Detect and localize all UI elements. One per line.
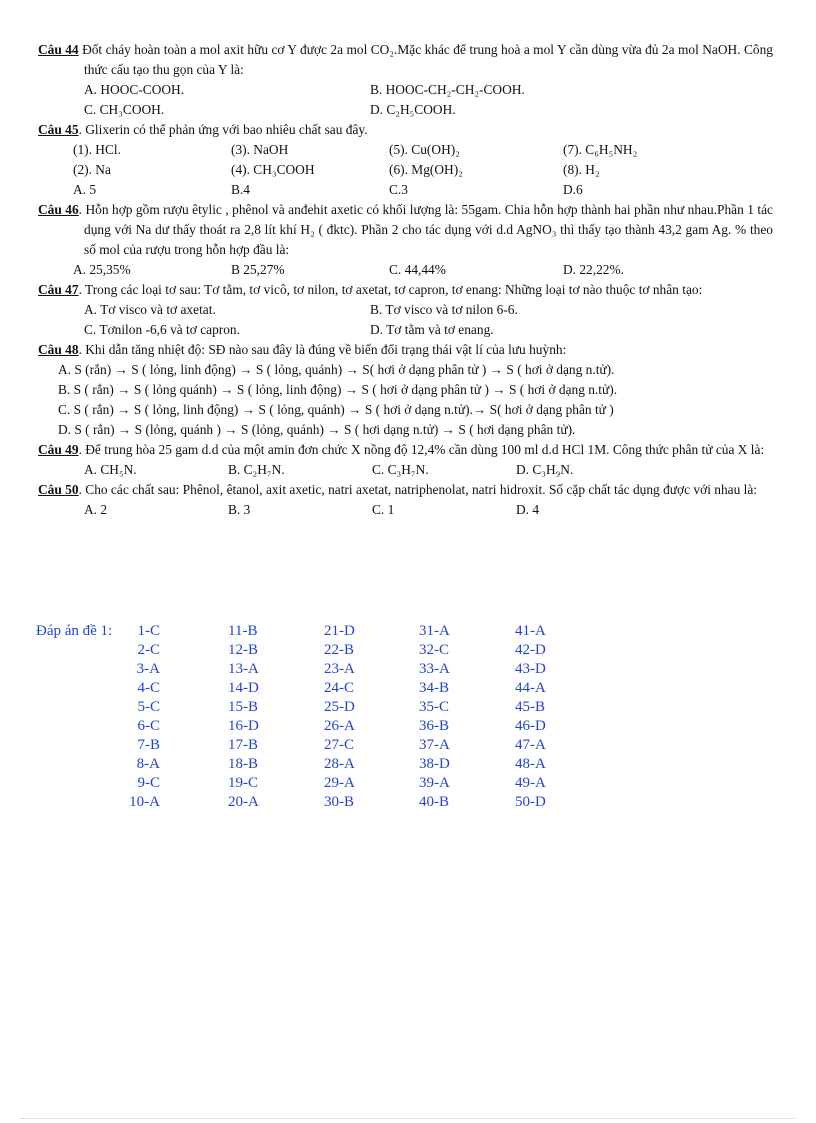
answer-entry: 14-D bbox=[228, 680, 259, 696]
question-text: . Glixerin có thể phản ứng với bao nhiêu chất sau đây. bbox=[78, 122, 368, 137]
answer-entry: 49-A bbox=[515, 775, 546, 791]
question-49 bbox=[38, 440, 773, 460]
options-row bbox=[38, 100, 773, 120]
answer-entry: 10-A bbox=[129, 794, 160, 810]
options-row bbox=[38, 260, 773, 280]
answer-entry: 43-D bbox=[515, 661, 546, 677]
answer-entry: 4-C bbox=[137, 680, 160, 696]
option-a: A. Tơ visco và tơ axetat. bbox=[84, 302, 216, 317]
question-text: . Khi dẫn tăng nhiệt độ: SĐ nào sau đây là đúng về biến đổi trạng thái vật lí của lưu huỳnh: bbox=[78, 342, 567, 357]
answer-entry: 16-D bbox=[228, 718, 259, 734]
option-d: D. Tơ tằm và tơ enang. bbox=[370, 322, 494, 337]
answer-entry: 32-C bbox=[419, 642, 449, 658]
option-c: C.3 bbox=[389, 182, 408, 197]
answer-entry: 46-D bbox=[515, 718, 546, 734]
substance-item: (3). NaOH bbox=[231, 142, 289, 157]
option-b: B 25,27% bbox=[231, 262, 285, 277]
answer-entry: 13-A bbox=[228, 661, 259, 677]
answer-entry: 6-C bbox=[137, 718, 160, 734]
question-number: Câu 49 bbox=[38, 442, 79, 457]
question-text: . Để trung hòa 25 gam d.d của một amin đơn chức X nồng độ 12,4% cần dùng 100 ml d.d HCl 1M. Công thức phân tử của X là: bbox=[78, 442, 765, 457]
option-a: A. CH₅N. bbox=[84, 462, 137, 477]
option-c: C. 1 bbox=[372, 502, 395, 517]
option-b: B. 3 bbox=[228, 502, 251, 517]
answer-entry: 18-B bbox=[228, 756, 258, 772]
option-c: C. CH₃COOH. bbox=[84, 102, 165, 117]
options-row bbox=[38, 80, 773, 100]
answer-entry: 15-B bbox=[228, 699, 258, 715]
question-number: Câu 50 bbox=[38, 482, 79, 497]
answer-column bbox=[324, 622, 355, 812]
answer-entry: 33-A bbox=[419, 661, 450, 677]
answer-entry: 39-A bbox=[419, 775, 450, 791]
answer-entry: 9-C bbox=[137, 775, 160, 791]
question-number: Câu 46 bbox=[38, 202, 79, 217]
question-50 bbox=[38, 480, 773, 500]
option-d: D. C₂H₅COOH. bbox=[370, 102, 456, 117]
answer-entry: 28-A bbox=[324, 756, 355, 772]
option-a: A. 2 bbox=[84, 502, 108, 517]
option-b: B. Tơ visco và tơ nilon 6-6. bbox=[370, 302, 518, 317]
answer-key-label: Đáp án đề 1: bbox=[36, 623, 113, 639]
answer-entry: 42-D bbox=[515, 642, 546, 658]
answer-column bbox=[124, 622, 160, 812]
substance-item: (8). H₂ bbox=[563, 162, 600, 177]
question-47 bbox=[38, 280, 773, 300]
question-text: Đốt cháy hoàn toàn a mol axit hữu cơ Y được 2a mol CO₂.Mặc khác để trung hoà a mol Y cần dùng vừa đủ 2a mol NaOH. Công thức cấu tạo thu gọn của Y là: bbox=[78, 42, 773, 77]
answer-entry: 34-B bbox=[419, 680, 449, 696]
substance-item: (6). Mg(OH)₂ bbox=[389, 162, 463, 177]
substances-row bbox=[38, 140, 773, 160]
substance-item: (1). HCl. bbox=[73, 142, 121, 157]
answer-entry: 1-C bbox=[137, 623, 160, 639]
answer-entry: 45-B bbox=[515, 699, 545, 715]
answer-entry: 35-C bbox=[419, 699, 449, 715]
options-row bbox=[38, 320, 773, 340]
option-d: D. C₃H₉N. bbox=[516, 462, 574, 477]
question-number: Câu 48 bbox=[38, 342, 79, 357]
answer-entry: 36-B bbox=[419, 718, 449, 734]
option-c: C. S ( rắn) → S ( lỏng, linh động) → S ( lỏng, quánh) → S ( hơi ở dạng n.tử).→ S( hơi ở dạng phân tử ) bbox=[58, 402, 614, 417]
option-c: C. C₃H₇N. bbox=[372, 462, 429, 477]
answer-entry: 20-A bbox=[228, 794, 259, 810]
option-d: D. 22,22%. bbox=[563, 262, 624, 277]
option-a: A. S (rắn) → S ( lỏng, linh động) → S ( lỏng, quánh) → S( hơi ở dạng phân tử ) → S ( hơi ở dạng n.tử). bbox=[58, 362, 615, 377]
page-bottom-divider bbox=[20, 1118, 796, 1119]
question-list bbox=[38, 40, 773, 520]
answer-entry: 30-B bbox=[324, 794, 354, 810]
options-row bbox=[38, 300, 773, 320]
answer-entry: 48-A bbox=[515, 756, 546, 772]
question-text: . Hỗn hợp gồm rượu êtylic , phênol và anđehit axetic có khối lượng là: 55gam. Chia hỗn hợp thành hai phần như nhau.Phần 1 tác dụng với Na dư thấy thoát ra 2,8 lít khí H₂ ( đktc). Phần 2 cho tác dụng với d.d AgNO₃ thì thấy tạo thành 43,2 gam Ag. % theo số mol của rượu trong hỗn hợp đầu là: bbox=[78, 202, 773, 257]
substance-item: (7). C₆H₅NH₂ bbox=[563, 142, 638, 157]
option-c: C. 44,44% bbox=[389, 262, 446, 277]
answer-entry: 21-D bbox=[324, 623, 355, 639]
answer-entry: 19-C bbox=[228, 775, 258, 791]
answer-entry: 47-A bbox=[515, 737, 546, 753]
question-44 bbox=[38, 40, 773, 80]
answer-entry: 23-A bbox=[324, 661, 355, 677]
answer-entry: 17-B bbox=[228, 737, 258, 753]
question-text: . Cho các chất sau: Phênol, êtanol, axit axetic, natri axetat, natriphenolat, natri hidroxit. Số cặp chất tác dụng được với nhau là: bbox=[78, 482, 758, 497]
option-b: B. S ( rắn) → S ( lỏng quánh) → S ( lỏng, linh động) → S ( hơi ở dạng phân tử ) → S ( hơi ở dạng n.tử). bbox=[58, 382, 618, 397]
option-d: D. 4 bbox=[516, 502, 540, 517]
question-46 bbox=[38, 200, 773, 260]
answer-entry: 24-C bbox=[324, 680, 354, 696]
option-a: A. HOOC-COOH. bbox=[84, 82, 185, 97]
answer-entry: 26-A bbox=[324, 718, 355, 734]
answer-entry: 7-B bbox=[137, 737, 160, 753]
option-a: A. 25,35% bbox=[73, 262, 131, 277]
answer-entry: 27-C bbox=[324, 737, 354, 753]
answer-entry: 37-A bbox=[419, 737, 450, 753]
option-c: C. Tơnilon -6,6 và tơ capron. bbox=[84, 322, 240, 337]
substances-row bbox=[38, 160, 773, 180]
question-text: . Trong các loại tơ sau: Tơ tằm, tơ vicô, tơ nilon, tơ axetat, tơ capron, tơ enang: Những loại tơ nào thuộc tơ nhân tạo: bbox=[78, 282, 703, 297]
answer-entry: 3-A bbox=[136, 661, 160, 677]
question-45 bbox=[38, 120, 773, 140]
options-row bbox=[38, 180, 773, 200]
answer-entry: 40-B bbox=[419, 794, 449, 810]
options-row bbox=[38, 460, 773, 480]
answer-column bbox=[515, 622, 546, 812]
option-b: B.4 bbox=[231, 182, 250, 197]
question-number: Câu 44 bbox=[38, 42, 79, 57]
answer-entry: 2-C bbox=[137, 642, 160, 658]
question-number: Câu 47 bbox=[38, 282, 79, 297]
answer-column bbox=[228, 622, 259, 812]
option-d: D. S ( rắn) → S (lỏng, quánh ) → S (lỏng, quánh) → S ( hơi dạng n.tử) → S ( hơi dạng phân tử). bbox=[58, 422, 576, 437]
answer-entry: 50-D bbox=[515, 794, 546, 810]
answer-entry: 22-B bbox=[324, 642, 354, 658]
substance-item: (2). Na bbox=[73, 162, 111, 177]
option-a: A. 5 bbox=[73, 182, 97, 197]
option-d: D.6 bbox=[563, 182, 583, 197]
options-row bbox=[38, 500, 773, 520]
answer-entry: 31-A bbox=[419, 623, 450, 639]
answer-entry: 41-A bbox=[515, 623, 546, 639]
answer-entry: 8-A bbox=[136, 756, 160, 772]
option-b: B. C₂H₇N. bbox=[228, 462, 285, 477]
answer-entry: 5-C bbox=[137, 699, 160, 715]
option-b: B. HOOC-CH₂-CH₂-COOH. bbox=[370, 82, 525, 97]
substance-item: (4). CH₃COOH bbox=[231, 162, 315, 177]
answer-entry: 25-D bbox=[324, 699, 355, 715]
question-number: Câu 45 bbox=[38, 122, 79, 137]
answer-entry: 12-B bbox=[228, 642, 258, 658]
answer-entry: 38-D bbox=[419, 756, 450, 772]
answer-entry: 29-A bbox=[324, 775, 355, 791]
answer-entry: 11-B bbox=[228, 623, 258, 639]
substance-item: (5). Cu(OH)₂ bbox=[389, 142, 460, 157]
answer-entry: 44-A bbox=[515, 680, 546, 696]
question-48 bbox=[38, 340, 773, 360]
answer-column bbox=[419, 622, 450, 812]
